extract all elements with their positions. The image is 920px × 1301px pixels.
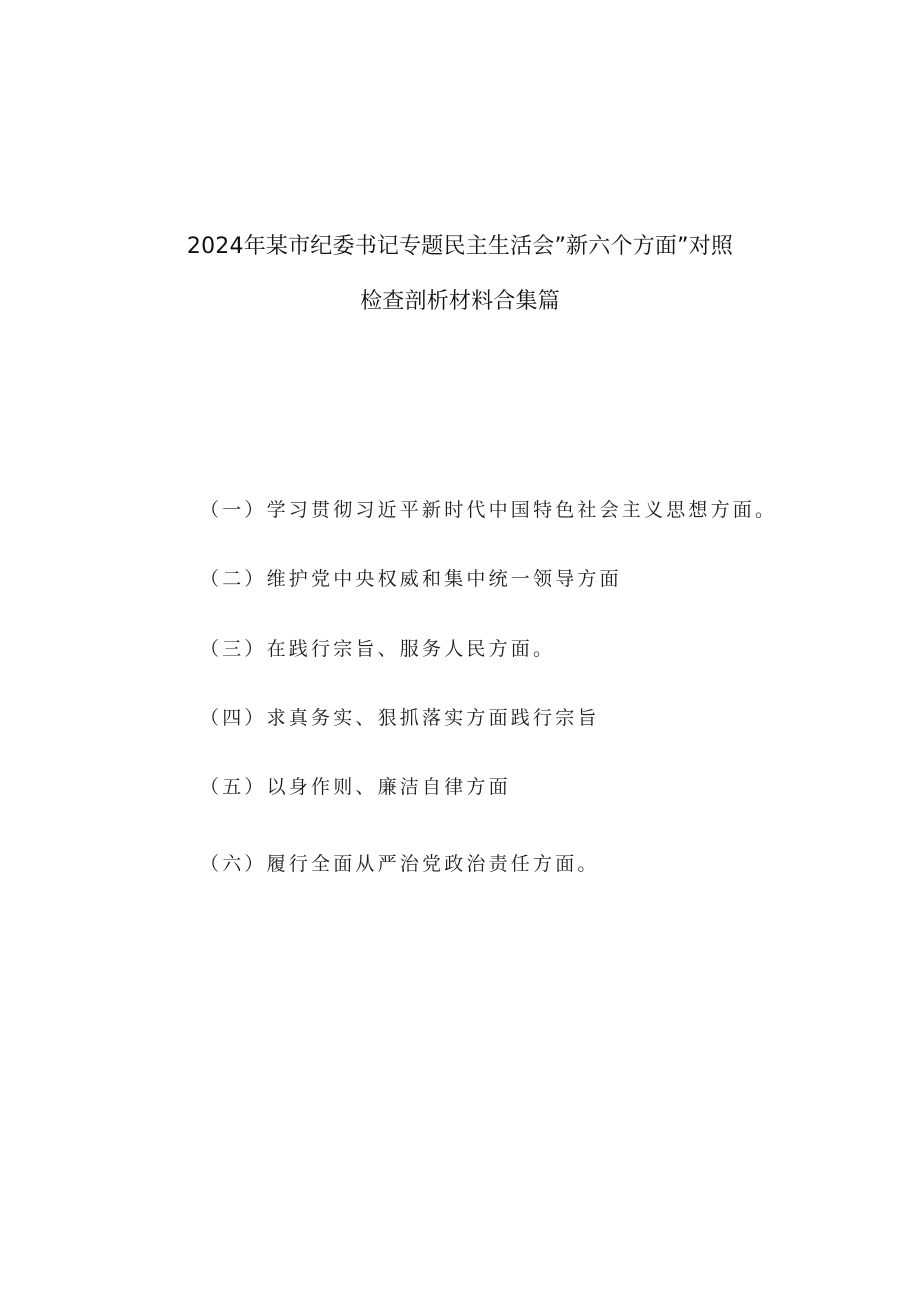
outline-item-2: （二）维护党中央权威和集中统一领导方面 bbox=[200, 568, 622, 590]
title-line-2: 检查剖析材料合集篇 bbox=[360, 289, 560, 314]
outline-item-4: （四）求真务实、狠抓落实方面践行宗旨 bbox=[200, 707, 600, 729]
title-line-1: 2024年某市纪委书记专题民主生活会”新六个方面”对照 bbox=[186, 234, 734, 259]
document-title bbox=[0, 232, 920, 317]
outline-item-5: （五）以身作则、廉洁自律方面 bbox=[200, 776, 511, 798]
outline-item-3: （三）在践行宗旨、服务人民方面。 bbox=[200, 638, 556, 660]
outline-item-1: （一）学习贯彻习近平新时代中国特色社会主义思想方面。 bbox=[200, 499, 778, 521]
outline-item-6: （六）履行全面从严治党政治责任方面。 bbox=[200, 853, 600, 875]
